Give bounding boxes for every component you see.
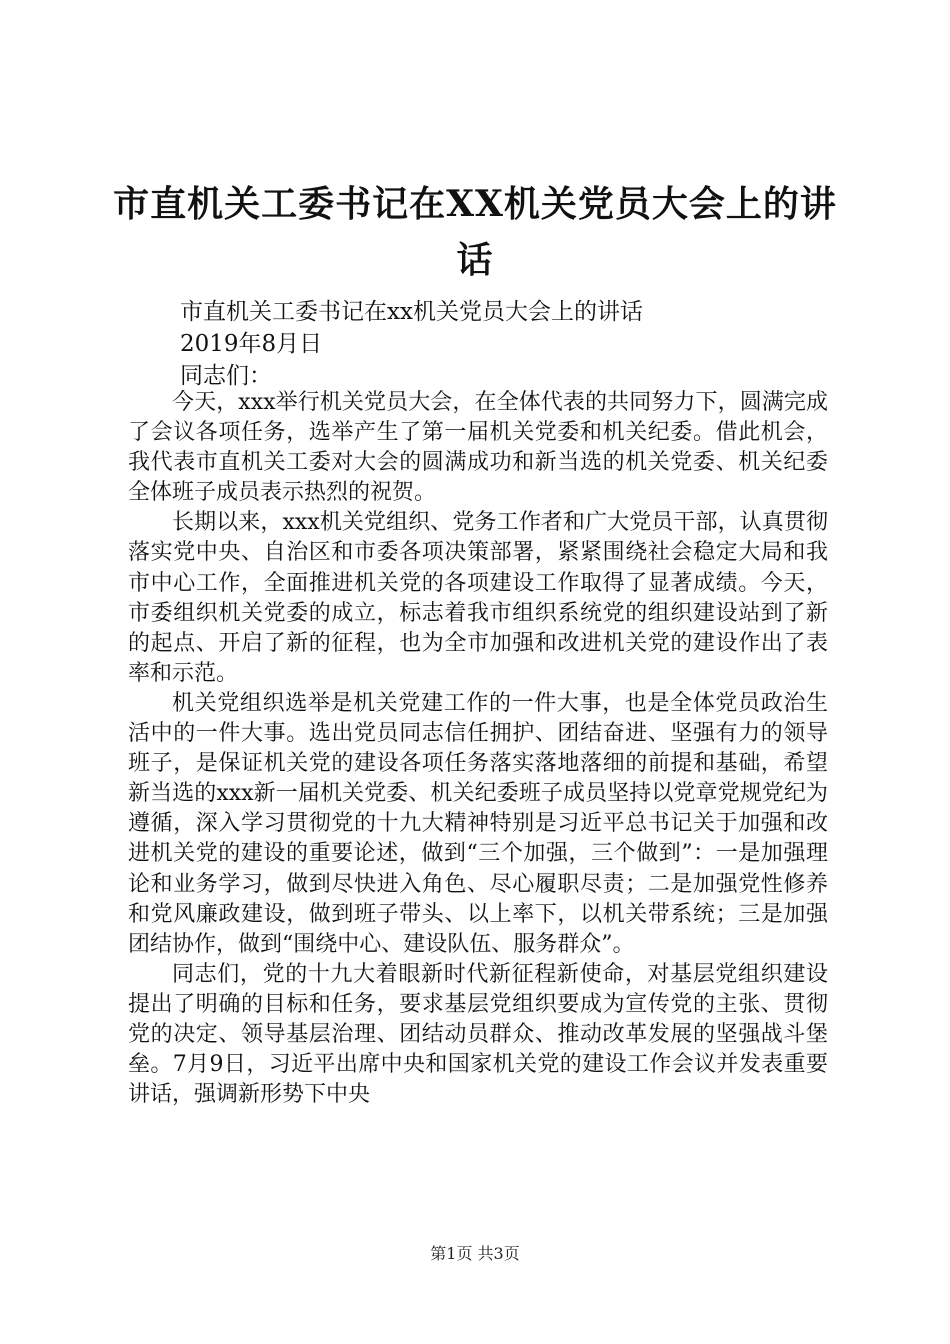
title-line-2: 话 [456,239,494,281]
document-title [110,176,840,288]
paragraph: 长期以来，xxx机关党组织、党务工作者和广大党员干部，认真贯彻落实党中央、自治区和市委各项决策部署，紧紧围绕社会稳定大局和我市中心工作，全面推进机关党的各项建设工作取得了显著成绩。今天，市委组织机关党委的成立，标志着我市组织系统党的组织建设站到了新的起点、开启了新的征程，也为全市加强和改进机关党的建设作出了表率和示范。 [128,510,828,686]
speech-date: 2019年8月日 [180,331,323,357]
speech-subtitle: 市直机关工委书记在xx机关党员大会上的讲话 [180,299,643,325]
paragraph: 同志们，党的十九大着眼新时代新征程新使命，对基层党组织建设提出了明确的目标和任务，要求基层党组织要成为宣传党的主张、贯彻党的决定、领导基层治理、团结动员群众、推动改革发展的坚强战斗堡垒。7月9日，习近平出席中央和国家机关党的建设工作会议并发表重要讲话，强调新形势下中央 [128,961,828,1108]
salutation: 同志们： [180,363,272,389]
speech-body [128,388,828,1110]
paragraph: 今天，xxx举行机关党员大会，在全体代表的共同努力下，圆满完成了会议各项任务，选举产生了第一届机关党委和机关纪委。借此机会，我代表市直机关工委对大会的圆满成功和新当选的机关党委、机关纪委全体班子成员表示热烈的祝贺。 [128,390,828,506]
title-line-1: 市直机关工委书记在XX机关党员大会上的讲 [113,183,837,225]
page-footer: 第1页 共3页 [430,1244,520,1263]
paragraph: 机关党组织选举是机关党建工作的一件大事，也是全体党员政治生活中的一件大事。选出党员同志信任拥护、团结奋进、坚强有力的领导班子，是保证机关党的建设各项任务落实落地落细的前提和基础，希望新当选的xxx新一届机关党委、机关纪委班子成员坚持以党章党规党纪为遵循，深入学习贯彻党的十九大精神特别是习近平总书记关于加强和改进机关党的建设的重要论述，做到“三个加强，三个做到”：一是加强理论和业务学习，做到尽快进入角色、尽心履职尽责；二是加强党性修养和党风廉政建设，做到班子带头、以上率下，以机关带系统；三是加强团结协作，做到“围绕中心、建设队伍、服务群众”。 [128,690,828,957]
